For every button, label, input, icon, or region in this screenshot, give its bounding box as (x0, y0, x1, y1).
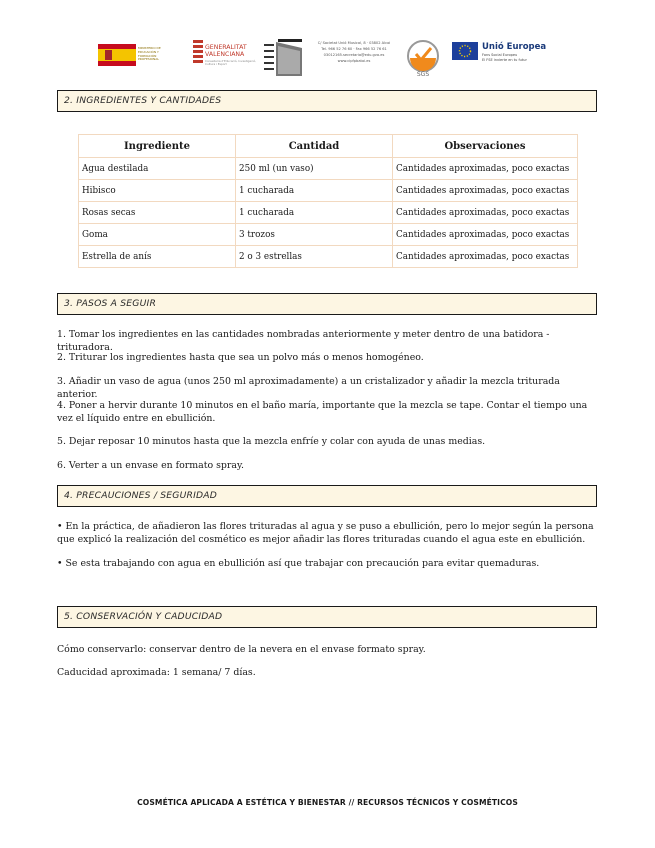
table-cell: 250 ml (un vaso) (236, 158, 393, 180)
conservation-paragraph: Cómo conservarlo: conservar dentro de la nevera en el envase formato spray. (57, 644, 426, 655)
eu-sub-2: El FSE invierte en tu futur (482, 57, 527, 62)
gva-title-2: VALENCIANA (205, 51, 245, 58)
table-cell: 1 cucharada (236, 180, 393, 202)
address-line-1: C/ Societat Unió Musical, 8 · 03802 Alcoi (317, 41, 391, 45)
eu-flag-icon (452, 42, 478, 60)
table-header-quantity: Cantidad (236, 135, 393, 158)
table-row (79, 246, 578, 268)
table-row (79, 158, 578, 180)
step-paragraph: 3. Añadir un vaso de agua (unos 250 ml aproximadamente) a un cristalizador y añadir la mezcla triturada anterior. (57, 376, 560, 400)
eu-logo (452, 42, 562, 70)
table-cell: Hibisco (79, 180, 236, 202)
generalitat-logo (192, 38, 262, 72)
table-cell: Cantidades aproximadas, poco exactas (393, 180, 578, 202)
svg-text:SGS: SGS (416, 71, 430, 78)
spain-ministry-logo (98, 44, 182, 66)
table-cell: Goma (79, 224, 236, 246)
spain-logo-text: MINISTERIO DE EDUCACIÓN Y FORMACIÓN PROFESIONAL (138, 46, 161, 62)
step-paragraph: 4. Poner a hervir durante 10 minutos en el baño maría, importante que la mezcla se tape. Contar el tiempo una vez el líquido entre en ebullición. (57, 400, 588, 424)
gva-sub: Conselleria d'Educació, Investigació, Cultura i Esport (205, 59, 257, 67)
eu-title: Unió Europea (482, 42, 547, 52)
section-steps-heading: 3. PASOS A SEGUIR (57, 293, 597, 315)
page-footer: COSMÉTICA APLICADA A ESTÉTICA Y BIENESTAR // RECURSOS TÉCNICOS Y COSMÉTICOS (137, 798, 518, 807)
precaution-paragraph: • En la práctica, de añadieron las flores trituradas al agua y se puso a ebullición, pero lo mejor según la persona que explicó la realización del cosmético es mejor añadir las flores trituradas cuando el agua este en ebullición. (57, 521, 594, 545)
table-header-observations: Observaciones (393, 135, 578, 158)
address-line-4: www.cipfpbatoi.es (337, 59, 371, 63)
step-paragraph: 5. Dejar reposar 10 minutos hasta que la mezcla enfríe y colar con ayuda de unas medias. (57, 436, 486, 447)
step-paragraph: 6. Verter a un envase en formato spray. (57, 460, 245, 471)
table-cell: 2 o 3 estrellas (236, 246, 393, 268)
section-precautions-heading: 4. PRECAUCIONES / SEGURIDAD (57, 485, 597, 507)
ingredients-table (78, 134, 578, 268)
eu-sub-1: Fons Social Europeu (482, 53, 518, 57)
table-cell: Agua destilada (79, 158, 236, 180)
address-line-3: 03012165.secretaria@edu.gva.es (323, 53, 385, 57)
table-cell: Estrella de anís (79, 246, 236, 268)
gva-title-1: GENERALITAT (205, 44, 247, 51)
table-row (79, 202, 578, 224)
table-header-row (79, 135, 578, 158)
logo-bar (0, 38, 655, 84)
table-cell: 3 trozos (236, 224, 393, 246)
sgs-certification-logo (404, 38, 442, 78)
table-cell: Cantidades aproximadas, poco exactas (393, 224, 578, 246)
section-ingredients-heading: 2. INGREDIENTES Y CANTIDADES (57, 90, 597, 112)
table-row (79, 180, 578, 202)
section-conservation-heading: 5. CONSERVACIÓN Y CADUCIDAD (57, 606, 597, 628)
table-row (79, 224, 578, 246)
table-cell: Cantidades aproximadas, poco exactas (393, 202, 578, 224)
step-paragraph: 1. Tomar los ingredientes en las cantidades nombradas anteriormente y meter dentro de una batidora - trituradora. (57, 329, 550, 353)
table-cell: 1 cucharada (236, 202, 393, 224)
address-line-2: Tel. 966 52 76 60 · Fax 966 52 76 61 (321, 47, 387, 51)
school-address (314, 40, 394, 64)
step-paragraph: 2. Triturar los ingredientes hasta que sea un polvo más o menos homogéneo. (57, 352, 424, 363)
table-cell: Cantidades aproximadas, poco exactas (393, 158, 578, 180)
precaution-paragraph: • Se esta trabajando con agua en ebullición así que trabajar con precaución para evitar quemaduras. (57, 558, 540, 569)
expiry-paragraph: Caducidad aproximada: 1 semana/ 7 días. (57, 667, 256, 678)
table-cell: Cantidades aproximadas, poco exactas (393, 246, 578, 268)
table-cell: Rosas secas (79, 202, 236, 224)
school-building-logo (262, 38, 310, 78)
table-header-ingredient: Ingrediente (79, 135, 236, 158)
